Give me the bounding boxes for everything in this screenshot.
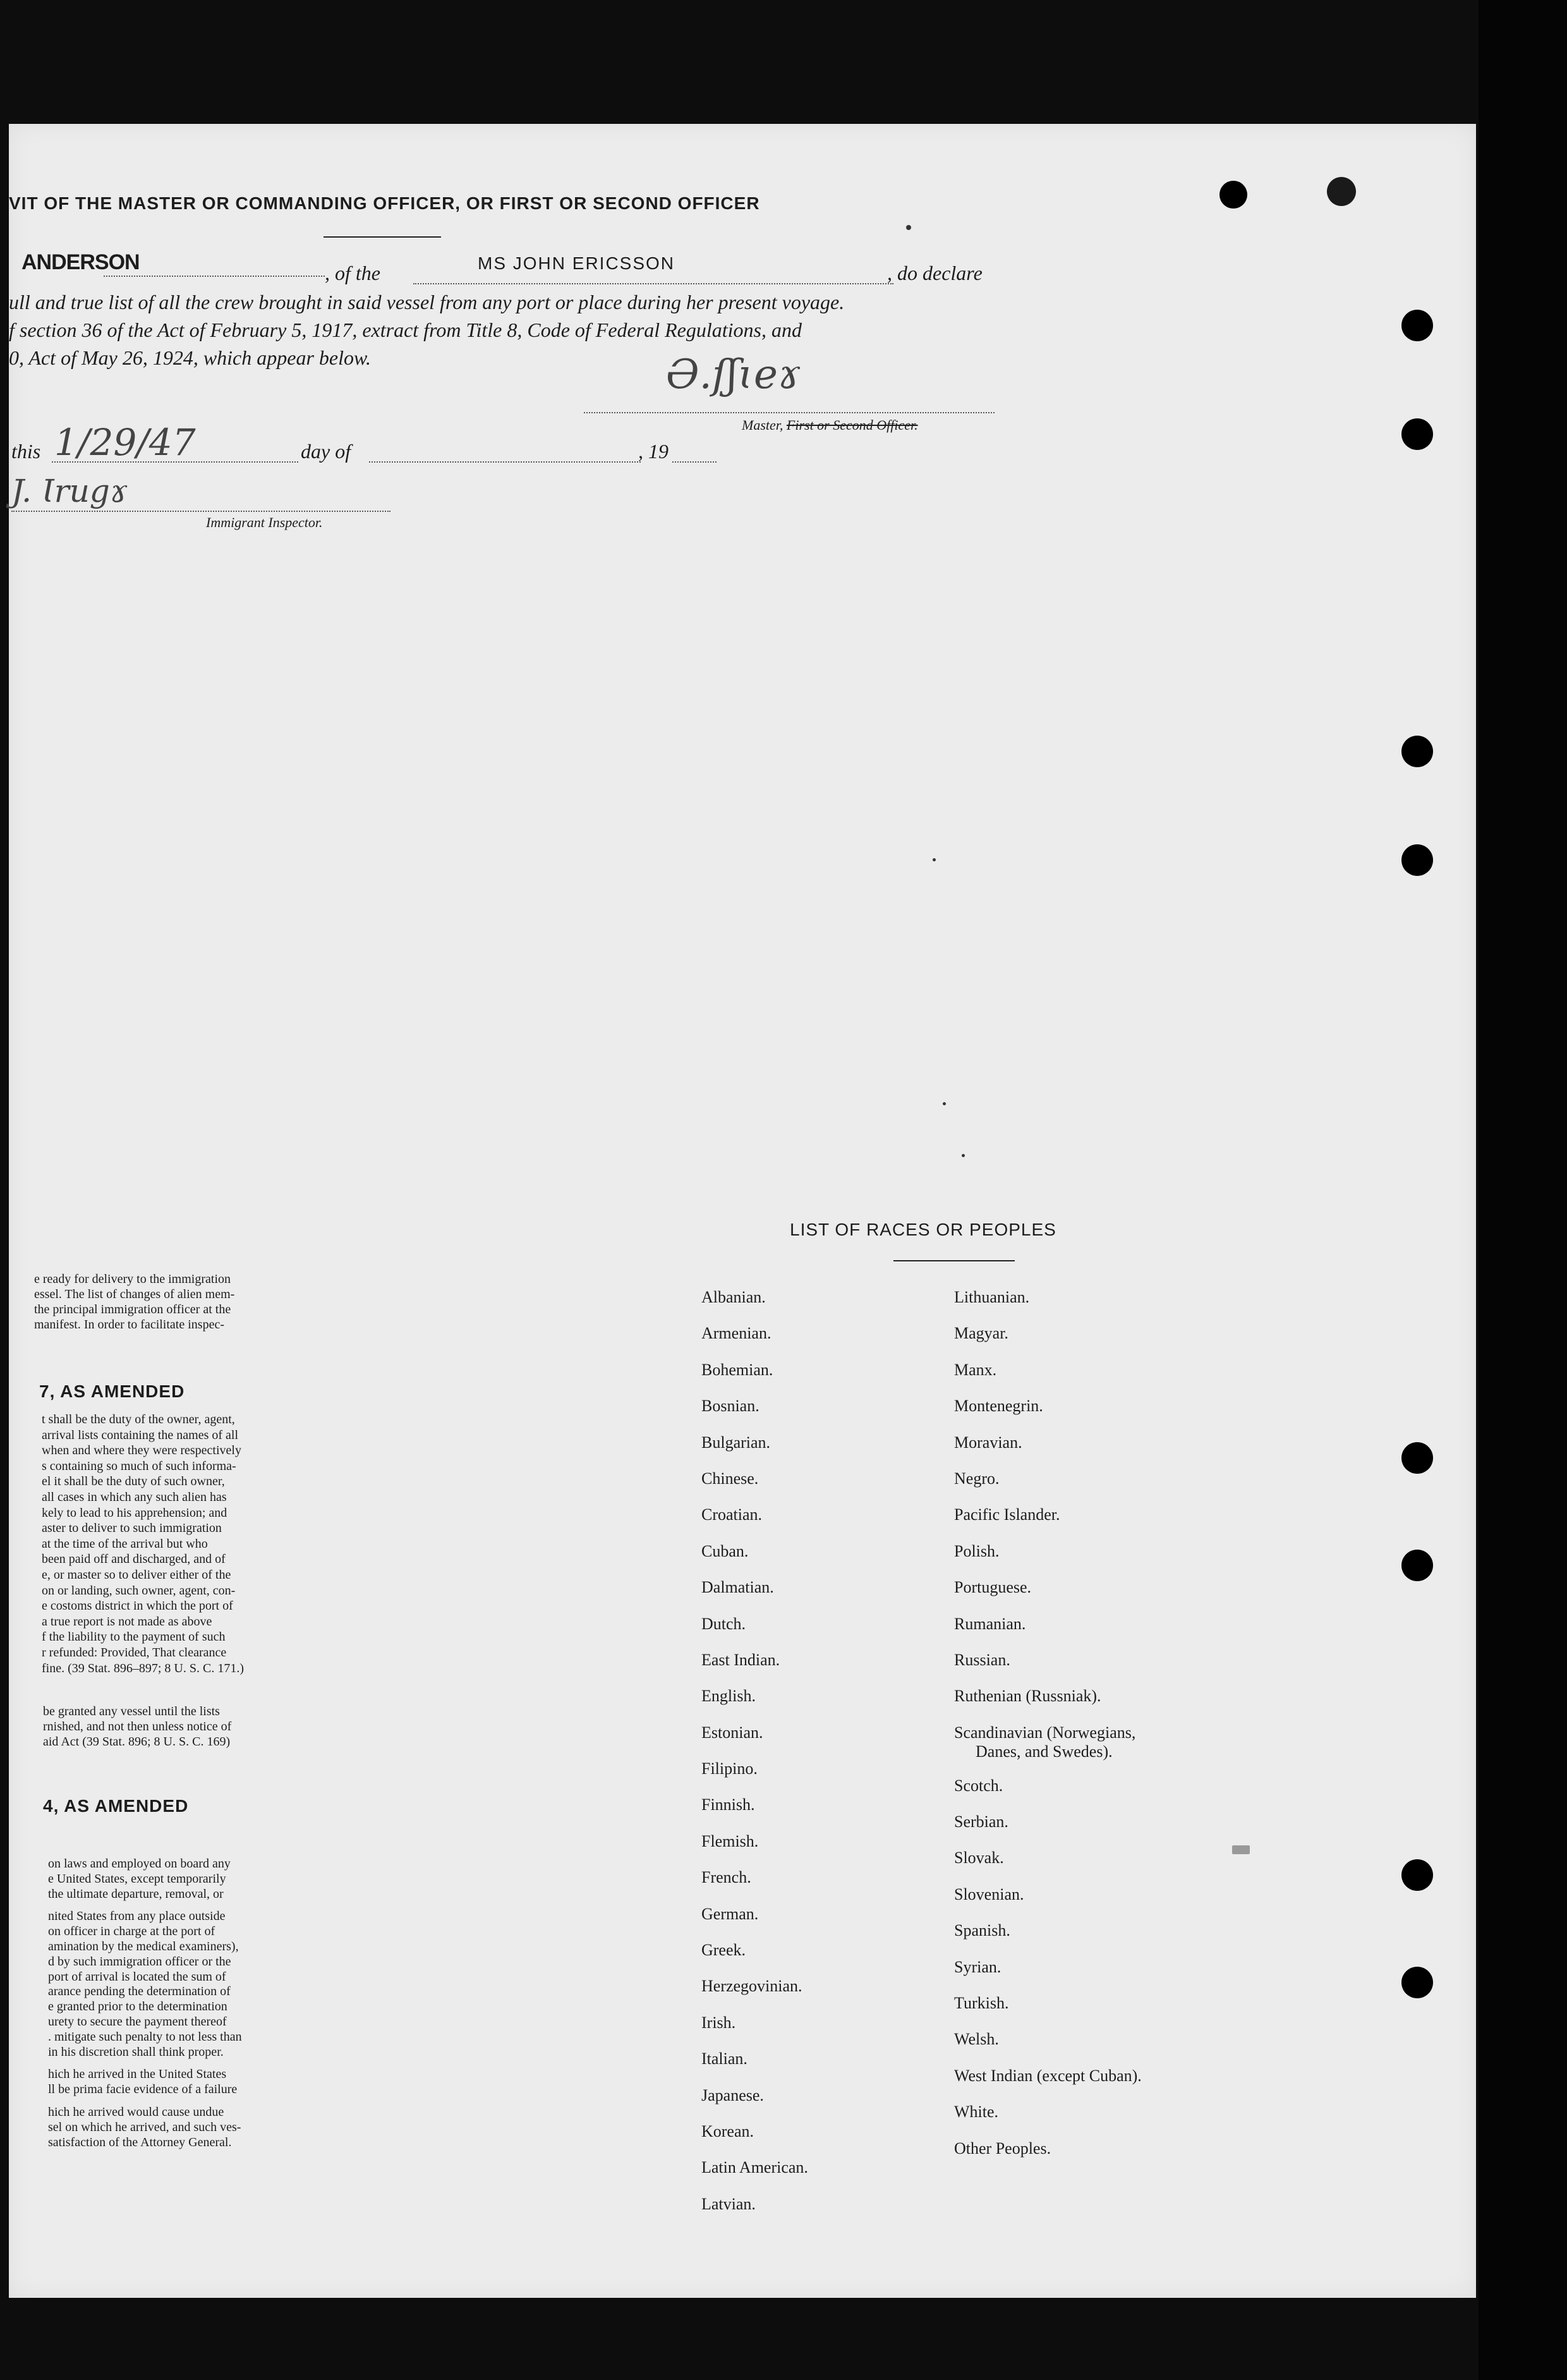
master-title: Master,: [742, 417, 784, 433]
law-line: e United States, except temporarily: [48, 1871, 226, 1886]
race-item: Lithuanian.: [954, 1288, 1030, 1306]
punch-hole: [1401, 844, 1433, 876]
law-line: e ready for delivery to the immigration: [34, 1272, 231, 1286]
race-item: Slovenian.: [954, 1885, 1024, 1903]
law-line: [48, 2060, 242, 2067]
law-line: amination by the medical examiners),: [48, 1939, 239, 1953]
race-item: Bosnian.: [701, 1397, 759, 1416]
scan-border: [1479, 0, 1567, 2380]
race-item: West Indian (except Cuban).: [954, 2066, 1142, 2085]
race-item: Rumanian.: [954, 1614, 1026, 1633]
race-item: Danes, and Swedes).: [976, 1742, 1113, 1761]
inspector-signature-line: [11, 511, 390, 512]
law-line: s containing so much of such informa-: [42, 1459, 236, 1473]
law-line: . mitigate such penalty to not less than: [48, 2029, 242, 2044]
law-line: hich he arrived in the United States: [48, 2067, 227, 2082]
scan-speck: [962, 1154, 965, 1157]
affidavit-title: VIT OF THE MASTER OR COMMANDING OFFICER, OR FIRST OR SECOND OFFICER: [9, 193, 760, 213]
law-line: [48, 1902, 242, 1909]
law-line: r refunded: Provided, That clearance: [42, 1645, 227, 1660]
race-item: Syrian.: [954, 1957, 1001, 1976]
race-item: English.: [701, 1687, 756, 1706]
law-line: a true report is not made as above: [42, 1614, 212, 1629]
scan-speck: [933, 858, 936, 861]
this-label: this: [11, 440, 41, 463]
race-item: Irish.: [701, 2013, 736, 2032]
officer-name-line: [104, 276, 325, 277]
law-paragraph-1: [34, 1272, 234, 1332]
race-item: Greek.: [701, 1941, 746, 1960]
punch-hole: [1327, 177, 1356, 206]
punch-hole: [1401, 1859, 1433, 1891]
law-line: hich he arrived would cause undue: [48, 2104, 224, 2119]
race-item: Russian.: [954, 1650, 1010, 1669]
race-item: Moravian.: [954, 1433, 1022, 1452]
race-item: German.: [701, 1904, 759, 1923]
race-item: Turkish.: [954, 1994, 1009, 2013]
race-item: Armenian.: [701, 1324, 771, 1343]
law-line: e granted prior to the determination: [48, 2000, 227, 2014]
law-line: be granted any vessel until the lists: [43, 1704, 220, 1718]
law-line: on laws and employed on board any: [48, 1857, 231, 1871]
law-line: f the liability to the payment of such: [42, 1630, 226, 1644]
master-signature-line: [584, 412, 995, 413]
law-line: when and where they were respectively: [42, 1443, 241, 1458]
law-line: port of arrival is located the sum of: [48, 1969, 226, 1984]
law-line: rnished, and not then unless notice of: [43, 1720, 232, 1733]
law-line: [48, 2098, 242, 2105]
law-paragraph-3: [43, 1704, 231, 1749]
race-item: Dalmatian.: [701, 1578, 774, 1597]
punch-hole: [1401, 736, 1433, 767]
law-line: arance pending the determination of: [48, 1984, 231, 1999]
day-of-label: day of: [301, 440, 351, 463]
races-column-1: [701, 1279, 808, 2222]
officer-name: ANDERSON: [21, 250, 140, 274]
year-line: [672, 461, 717, 463]
date-line: [52, 461, 298, 463]
race-item: Polish.: [954, 1541, 1000, 1560]
race-item: Spanish.: [954, 1921, 1010, 1940]
race-item: Estonian.: [701, 1723, 763, 1742]
of-the-label: , of the: [325, 262, 380, 284]
law-line: arrival lists containing the names of all: [42, 1428, 239, 1442]
vessel-name-line: [413, 283, 893, 284]
race-item: Scandinavian (Norwegians,: [954, 1723, 1136, 1742]
race-item: Finnish.: [701, 1795, 755, 1814]
race-item: Chinese.: [701, 1469, 759, 1488]
inspector-label: Immigrant Inspector.: [206, 514, 323, 530]
law-paragraph-4: [48, 1857, 242, 2150]
race-item: Serbian.: [954, 1812, 1008, 1831]
punch-hole: [1219, 181, 1247, 209]
law-line: essel. The list of changes of alien mem-: [34, 1287, 235, 1301]
race-item: Negro.: [954, 1469, 1000, 1488]
punch-hole: [1401, 1550, 1433, 1581]
punch-hole: [1401, 1967, 1433, 1998]
punch-hole: [1401, 1442, 1433, 1474]
title-underline: [324, 236, 441, 238]
race-item: Bohemian.: [701, 1360, 773, 1379]
law-line: manifest. In order to facilitate inspec-: [34, 1318, 224, 1332]
race-item: Bulgarian.: [701, 1433, 771, 1452]
declaration-line-4: 0, Act of May 26, 1924, which appear below.: [9, 346, 371, 369]
law-line: satisfaction of the Attorney General.: [48, 2135, 232, 2149]
race-item: Croatian.: [701, 1505, 763, 1524]
year-prefix: , 19: [638, 440, 669, 463]
law-line: aster to deliver to such immigration: [42, 1521, 222, 1536]
law-line: in his discretion shall think proper.: [48, 2044, 224, 2059]
race-item: Magyar.: [954, 1324, 1008, 1343]
law-line: nited States from any place outside: [48, 1909, 226, 1924]
race-item: Italian.: [701, 2049, 747, 2068]
law-line: t shall be the duty of the owner, agent,: [42, 1412, 235, 1426]
race-item: Filipino.: [701, 1759, 758, 1778]
handwritten-date: 1/29/47: [54, 421, 196, 464]
law-line: all cases in which any such alien has: [42, 1490, 227, 1504]
law-line: at the time of the arrival but who: [42, 1536, 208, 1551]
law-line: been paid off and discharged, and of: [42, 1552, 226, 1567]
manifest-page: [9, 124, 1476, 2298]
race-item: Cuban.: [701, 1541, 749, 1560]
law-line: e, or master so to deliver either of the: [42, 1567, 231, 1582]
race-item: Pacific Islander.: [954, 1505, 1060, 1524]
punch-hole: [1401, 310, 1433, 341]
law-paragraph-2: [42, 1412, 244, 1676]
do-declare-label: , do declare: [887, 262, 983, 284]
law-line: on officer in charge at the port of: [48, 1924, 215, 1939]
law-line: el it shall be the duty of such owner,: [42, 1474, 225, 1489]
race-item: Dutch.: [701, 1614, 746, 1633]
race-item: Slovak.: [954, 1849, 1004, 1867]
scan-speck: [1232, 1845, 1250, 1854]
punch-hole: [1401, 418, 1433, 450]
law-line: ll be prima facie evidence of a failure: [48, 2082, 238, 2097]
races-title-underline: [893, 1260, 1015, 1261]
race-item: Welsh.: [954, 2030, 999, 2049]
law-line: the ultimate departure, removal, or: [48, 1886, 224, 1901]
law-line: d by such immigration officer or the: [48, 1954, 231, 1969]
race-item: French.: [701, 1868, 751, 1887]
race-item: White.: [954, 2103, 999, 2122]
race-item: Albanian.: [701, 1288, 766, 1306]
master-label: [742, 417, 918, 434]
inspector-signature: J. Ɩrugɤ: [11, 473, 128, 509]
races-column-2: [954, 1279, 1142, 2166]
law-line: urety to secure the payment thereof: [48, 2014, 227, 2029]
race-item: Ruthenian (Russniak).: [954, 1687, 1101, 1706]
race-item: East Indian.: [701, 1650, 780, 1669]
race-item: Korean.: [701, 2122, 754, 2140]
law-heading-1924: 4, AS AMENDED: [43, 1796, 189, 1816]
day-of-line: [369, 461, 641, 463]
race-item: Portuguese.: [954, 1578, 1032, 1597]
vessel-name: MS JOHN ERICSSON: [478, 253, 675, 273]
race-item: Other Peoples.: [954, 2139, 1051, 2158]
law-line: fine. (39 Stat. 896–897; 8 U. S. C. 171.): [42, 1661, 244, 1675]
race-item: Scotch.: [954, 1776, 1003, 1795]
declaration-line-2: ull and true list of all the crew brought in said vessel from any port or place during her present voyage.: [9, 291, 845, 313]
law-line: kely to lead to his apprehension; and: [42, 1505, 227, 1520]
race-item: Herzegovinian.: [701, 1977, 802, 1996]
scan-speck: [943, 1102, 946, 1105]
master-signature: Ə.ſʃɩeɤ: [666, 351, 801, 398]
race-item: Montenegrin.: [954, 1397, 1043, 1416]
struck-officer-title: First or Second Officer.: [786, 417, 918, 433]
law-line: sel on which he arrived, and such ves-: [48, 2120, 241, 2134]
race-item: Flemish.: [701, 1831, 759, 1850]
races-list-title: LIST OF RACES OR PEOPLES: [790, 1220, 1056, 1239]
scan-speck: [906, 225, 911, 230]
race-item: Latin American.: [701, 2158, 808, 2177]
race-item: Manx.: [954, 1360, 997, 1379]
law-line: aid Act (39 Stat. 896; 8 U. S. C. 169): [43, 1735, 231, 1749]
law-heading-1917: 7, AS AMENDED: [39, 1381, 185, 1401]
race-item: Latvian.: [701, 2194, 756, 2213]
law-line: the principal immigration officer at the: [34, 1302, 231, 1316]
declaration-line-3: f section 36 of the Act of February 5, 1917, extract from Title 8, Code of Federal Regulations, and: [9, 319, 802, 341]
law-line: e costoms district in which the port of: [42, 1599, 233, 1613]
race-item: Japanese.: [701, 2086, 764, 2104]
law-line: on or landing, such owner, agent, con-: [42, 1583, 236, 1598]
